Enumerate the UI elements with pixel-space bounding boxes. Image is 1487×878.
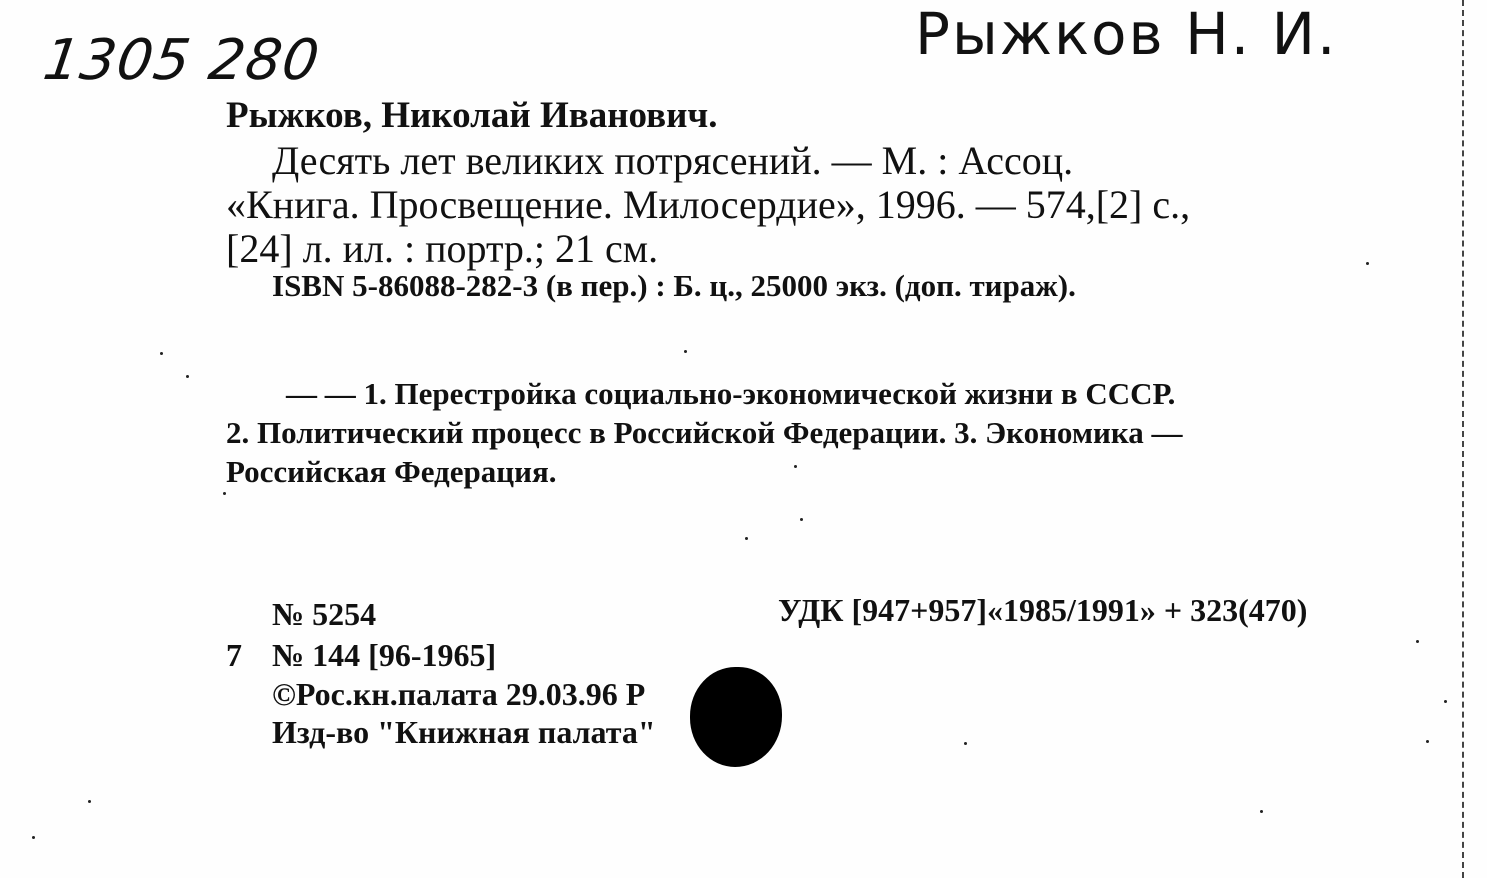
record-number: № 5254 <box>272 596 377 632</box>
dust-speck <box>794 465 797 468</box>
title-line-3: [24] л. ил. : портр.; 21 см. <box>226 226 659 271</box>
dust-speck <box>1444 700 1447 703</box>
copyright-line: ©Рос.кн.палата 29.03.96 Р <box>272 676 646 712</box>
prefix-digit: 7 <box>226 637 242 673</box>
title-line-1-text: Десять лет великих потрясений. — М. : Ассоц. <box>272 138 1074 183</box>
title-line-2 <box>226 181 1190 228</box>
title-line-1 <box>272 137 1392 184</box>
dust-speck <box>1366 262 1369 265</box>
dust-speck <box>684 350 687 353</box>
dust-speck <box>223 492 226 495</box>
handwritten-author-note: Рыжков Н. И. <box>915 0 1338 68</box>
dust-speck <box>964 742 967 745</box>
author-heading: Рыжков, Николай Иванович. <box>226 95 718 136</box>
dust-speck <box>88 800 91 803</box>
dust-speck <box>32 836 35 839</box>
isbn-line: ISBN 5-86088-282-3 (в пер.) : Б. ц., 25000 экз. (доп. тираж). <box>272 268 1076 303</box>
ink-blot <box>690 667 782 767</box>
dust-speck <box>1426 740 1429 743</box>
subject-line-2: 2. Политический процесс в Российской Федерации. 3. Экономика — <box>226 415 1183 450</box>
dust-speck <box>160 352 163 355</box>
title-line-2-text: «Книга. Просвещение. Милосердие», 1996. — 574,[2] с., <box>226 182 1191 227</box>
dust-speck <box>186 375 189 378</box>
card-edge-line <box>1462 0 1464 878</box>
udc-classification: УДК [947+957]«1985/1991» + 323(470) <box>778 592 1308 628</box>
subject-line-3: Российская Федерация. <box>226 454 557 489</box>
subject-line-1: — — 1. Перестройка социально-экономической жизни в СССР. <box>286 376 1176 411</box>
publisher-line: Изд-во "Книжная палата" <box>272 714 656 750</box>
handwritten-shelf-number: 1305 280 <box>39 28 324 93</box>
dust-speck <box>1416 640 1419 643</box>
dust-speck <box>1260 810 1263 813</box>
dust-speck <box>800 518 803 521</box>
dust-speck <box>745 537 748 540</box>
record-number-2: № 144 [96-1965] <box>272 637 497 673</box>
